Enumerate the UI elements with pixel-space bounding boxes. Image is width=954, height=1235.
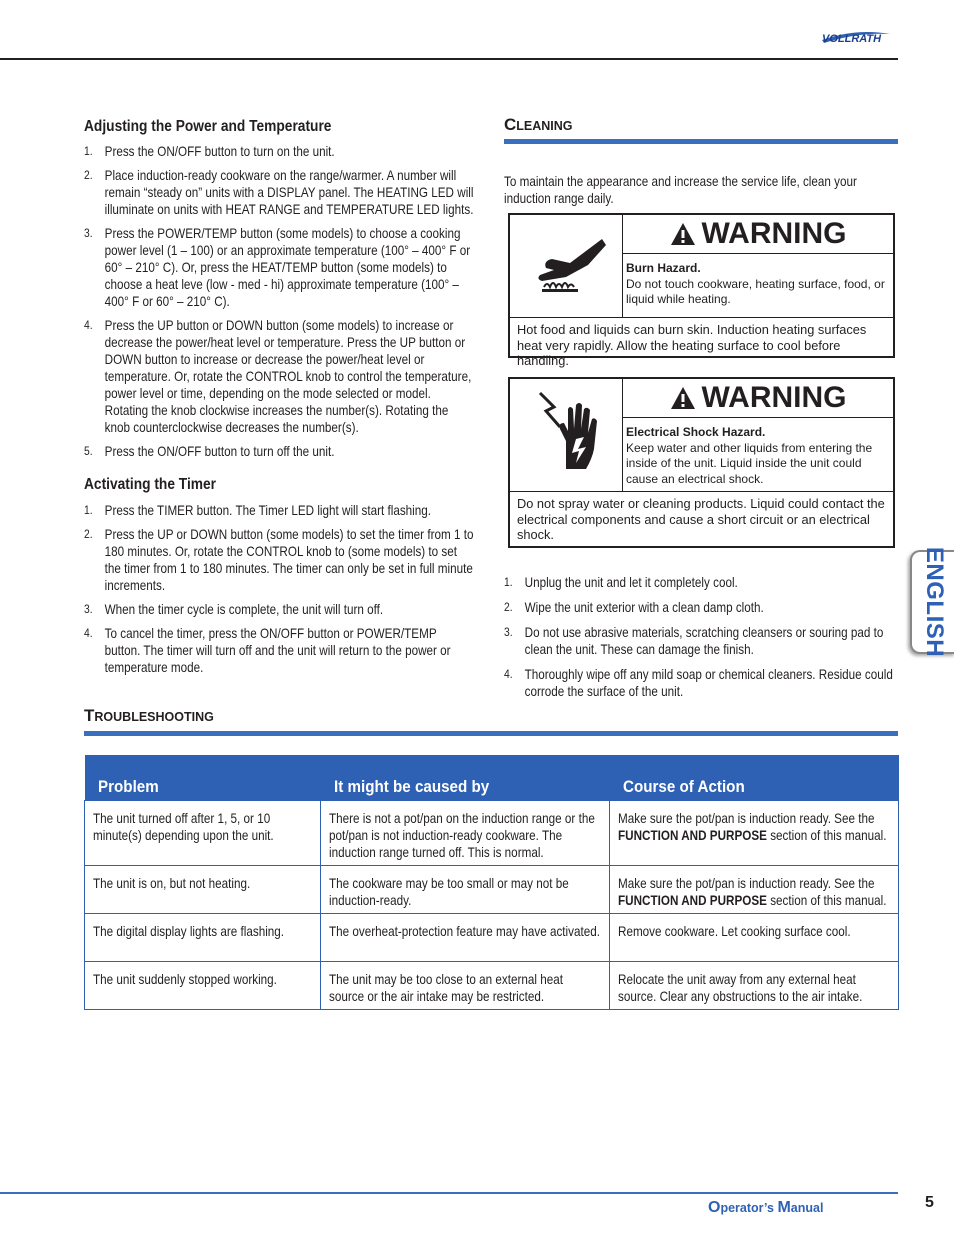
shock-warning-bottom: Do not spray water or cleaning products. Liquid could contact the electrical components and cause a short circuit or an electrical shock. bbox=[510, 491, 893, 543]
timer-heading: Activating the Timer bbox=[84, 476, 217, 493]
list-item-number: 2. bbox=[84, 168, 93, 182]
table-cell-problem: The unit turned off after 1, 5, or 10 minute(s) depending upon the unit. bbox=[85, 801, 321, 866]
cleaning-section bbox=[504, 574, 895, 700]
page-number: 5 bbox=[925, 1194, 934, 1211]
list-item bbox=[84, 502, 475, 519]
shock-warning-box bbox=[508, 377, 895, 548]
list-item bbox=[504, 666, 895, 700]
shock-warning-label: WARNING bbox=[701, 381, 847, 414]
table-cell-problem: The unit is on, but not heating. bbox=[85, 866, 321, 914]
list-item-number: 5. bbox=[84, 444, 93, 458]
table-row bbox=[85, 914, 899, 962]
burn-warning-box bbox=[508, 213, 895, 368]
table-cell-action: Remove cookware. Let cooking surface cool. bbox=[610, 914, 899, 962]
list-item-text: Press the TIMER button. The Timer LED light will start flashing. bbox=[104, 503, 432, 518]
list-item-text: When the timer cycle is complete, the unit will turn off. bbox=[104, 602, 384, 617]
burn-hazard-title: Burn Hazard. bbox=[626, 261, 701, 275]
shock-warning-desc bbox=[626, 425, 887, 487]
list-item bbox=[84, 625, 475, 676]
timer-section bbox=[84, 476, 475, 676]
table-cell-action: Make sure the pot/pan is induction ready. See the FUNCTION AND PURPOSE section of this manual. bbox=[610, 801, 899, 866]
list-item bbox=[84, 225, 475, 310]
table-row bbox=[85, 866, 899, 914]
list-item bbox=[84, 143, 475, 160]
table-cell-cause: The cookware may be too small or may not be induction-ready. bbox=[321, 866, 610, 914]
list-item bbox=[504, 599, 895, 616]
vollrath-logo bbox=[818, 26, 894, 48]
language-tab-english[interactable]: ENGLISH bbox=[910, 550, 954, 654]
footer-rule bbox=[0, 1192, 898, 1194]
shock-hazard-text: Keep water and other liquids from entering the inside of the unit. Liquid inside the unit could cause an electrical shock. bbox=[626, 440, 873, 486]
list-item bbox=[504, 574, 895, 591]
electrical-shock-icon bbox=[510, 379, 622, 491]
burn-icon-cell bbox=[510, 215, 623, 317]
svg-text:VOLLRATH: VOLLRATH bbox=[822, 33, 882, 45]
list-item-text: Press the ON/OFF button to turn off the unit. bbox=[104, 444, 335, 459]
burn-hazard-text: Do not touch cookware, heating surface, food, or liquid while heating. bbox=[626, 276, 885, 306]
list-item bbox=[84, 601, 475, 618]
column-header-action: Course of Action bbox=[610, 756, 899, 801]
table-row bbox=[85, 801, 899, 866]
table-cell-action: Relocate the unit away from any external heat source. Clear any obstructions to the air intake. bbox=[610, 962, 899, 1010]
burn-warning-bottom: Hot food and liquids can burn skin. Induction heating surfaces heat very rapidly. Allow the heating surface to cool before handling. bbox=[510, 317, 893, 369]
troubleshooting-rule bbox=[84, 731, 898, 736]
column-header-cause: It might be caused by bbox=[321, 756, 610, 801]
table-cell-cause: There is not a pot/pan on the induction range or the pot/pan is not induction-ready cookware. The induction range turned off. This is normal. bbox=[321, 801, 610, 866]
list-item-number: 3. bbox=[84, 602, 93, 616]
alert-triangle-icon bbox=[670, 386, 696, 410]
list-item bbox=[504, 624, 895, 658]
troubleshooting-title: TROUBLESHOOTING bbox=[84, 706, 214, 725]
list-item bbox=[84, 443, 475, 460]
table-row bbox=[85, 962, 899, 1010]
list-item-number: 4. bbox=[84, 626, 93, 640]
list-item-text: Thoroughly wipe off any mild soap or chemical cleaners. Residue could corrode the surface of the unit. bbox=[524, 667, 893, 699]
list-item-number: 3. bbox=[504, 625, 513, 639]
burn-warning-header bbox=[623, 215, 893, 254]
troubleshooting-table bbox=[84, 755, 899, 1010]
list-item bbox=[84, 167, 475, 218]
shock-icon-cell bbox=[510, 379, 623, 491]
list-item-text: Press the ON/OFF button to turn on the unit. bbox=[104, 144, 335, 159]
power-section bbox=[84, 118, 475, 460]
cleaning-steps-list bbox=[504, 574, 895, 700]
power-steps-list bbox=[84, 143, 475, 460]
cleaning-rule bbox=[504, 139, 898, 144]
list-item-text: Press the UP or DOWN button (some models) to set the timer from 1 to 180 minutes. Or, rotate the CONTROL knob to (some models) to set the timer from 1 to 180 minutes. The timer can only be set in full minute increments. bbox=[104, 527, 474, 593]
list-item bbox=[84, 526, 475, 594]
alert-triangle-icon bbox=[670, 222, 696, 246]
list-item-number: 4. bbox=[504, 667, 513, 681]
list-item-number: 2. bbox=[504, 600, 513, 614]
table-cell-action: Make sure the pot/pan is induction ready. See the FUNCTION AND PURPOSE section of this manual. bbox=[610, 866, 899, 914]
table-cell-problem: The unit suddenly stopped working. bbox=[85, 962, 321, 1010]
table-cell-problem: The digital display lights are flashing. bbox=[85, 914, 321, 962]
cleaning-title: CLEANING bbox=[504, 115, 573, 134]
list-item-text: Wipe the unit exterior with a clean damp cloth. bbox=[524, 600, 764, 615]
power-heading: Adjusting the Power and Temperature bbox=[84, 118, 332, 135]
list-item-text: Place induction-ready cookware on the range/warmer. A number will remain “steady on” units with a DISPLAY panel. The HEATING LED will illuminate on units with HEAT RANGE and TEMPERATURE LED lights. bbox=[104, 168, 474, 217]
burn-warning-desc bbox=[626, 261, 887, 308]
header-rule bbox=[0, 58, 898, 60]
column-header-problem: Problem bbox=[85, 756, 321, 801]
shock-hazard-title: Electrical Shock Hazard. bbox=[626, 425, 766, 439]
list-item-text: Press the UP button or DOWN button (some models) to increase or decrease the power/heat level or temperature. Press the UP button or DOWN button to increase or decrease the power/heat level or temperature. Or, rotate the CONTROL knob to control the temperature, power level or time, depending on the mode selected or model. Rotating the knob clockwise increases the number(s). Rotating the knob counterclockwise decreases the number(s). bbox=[104, 318, 472, 435]
timer-steps-list bbox=[84, 502, 475, 676]
list-item-text: Do not use abrasive materials, scratching cleansers or souring pad to clean the unit. These can damage the finish. bbox=[524, 625, 884, 657]
list-item-text: Press the POWER/TEMP button (some models) to choose a cooking power level (1 – 100) or an approximate temperature (100° – 400° F or 60° – 210° C). Or, press the HEAT/TEMP button (some models) to choose a heat leve (low - med - hi) approximate temperature (100° – 400° F or 60° – 210° C). bbox=[104, 226, 471, 309]
list-item-number: 4. bbox=[84, 318, 93, 332]
footer-manual-title: Operator’s Manual bbox=[708, 1199, 824, 1216]
burn-warning-label: WARNING bbox=[701, 217, 847, 250]
table-cell-cause: The unit may be too close to an external heat source or the air intake may be restricted. bbox=[321, 962, 610, 1010]
table-cell-cause: The overheat-protection feature may have activated. bbox=[321, 914, 610, 962]
list-item bbox=[84, 317, 475, 436]
list-item-number: 1. bbox=[84, 144, 93, 158]
list-item-number: 2. bbox=[84, 527, 93, 541]
list-item-text: Unplug the unit and let it completely cool. bbox=[524, 575, 738, 590]
cleaning-intro: To maintain the appearance and increase the service life, clean your induction range daily. bbox=[504, 174, 857, 206]
shock-warning-header bbox=[623, 379, 893, 418]
burn-hazard-icon bbox=[510, 215, 622, 317]
list-item-number: 3. bbox=[84, 226, 93, 240]
list-item-number: 1. bbox=[84, 503, 93, 517]
table-header-row bbox=[85, 756, 899, 801]
list-item-text: To cancel the timer, press the ON/OFF button or POWER/TEMP button. The timer will turn off and the unit will return to the power or temperature mode. bbox=[104, 626, 451, 675]
list-item-number: 1. bbox=[504, 575, 513, 589]
